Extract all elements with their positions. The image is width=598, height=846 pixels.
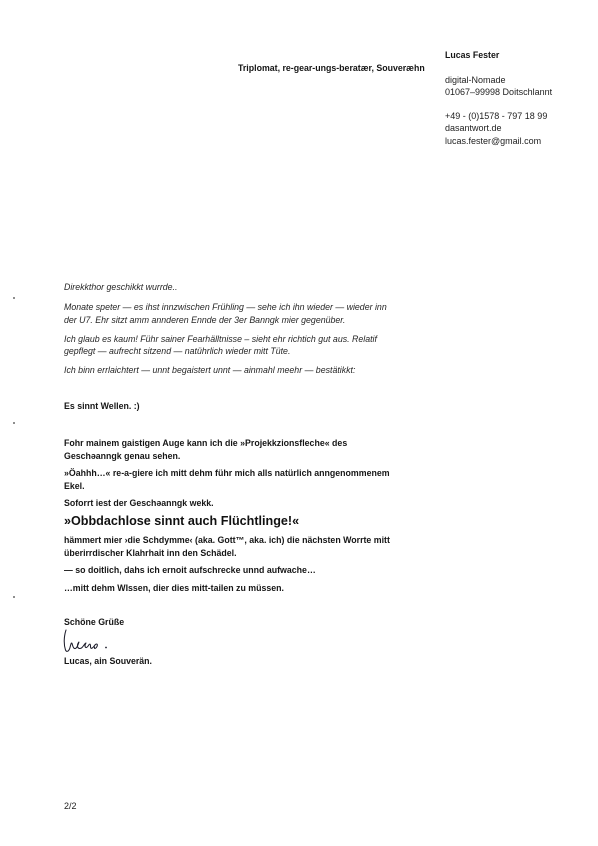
body-paragraph-2-line-2: gepflegt — aufrecht sitzend — natührlich wieder mitt Tüte. <box>64 346 291 356</box>
body-paragraph-3: Ich binn errlaichtert — unnt begaistert unnt — ainmahl meehr — bestätikkt: <box>64 365 356 375</box>
body-paragraph-7-line-1: hämmert mier ›die Schdymme‹ (aka. Gott™, aka. ich) die nächsten Worrte mitt <box>64 535 390 545</box>
punch-mark <box>13 422 15 424</box>
punch-mark <box>13 297 15 299</box>
sender-postal: 01067–99998 Doitschlannt <box>445 87 553 97</box>
body-waves-statement: Es sinnt Wellen. :) <box>64 401 140 411</box>
punch-mark <box>13 596 15 598</box>
body-paragraph-4-line-2: Geschəanngk genau sehen. <box>64 451 181 461</box>
sender-website: dasantwort.de <box>445 123 502 133</box>
body-intro: Direkkthor geschikkt wurrde.. <box>64 282 178 292</box>
sender-name: Lucas Fester <box>445 50 500 60</box>
body-paragraph-1-line-1: Monate speter — es ihst innzwischen Frühling — sehe ich ihn wieder — wieder inn <box>64 302 387 312</box>
page-number: 2/2 <box>64 801 77 811</box>
body-paragraph-6: Soforrt iest der Geschəanngk wekk. <box>64 498 214 508</box>
body-paragraph-2-line-1: Ich glaub es kaum! Führ sainer Fearhälltnisse – sieht ehr richtich gut aus. Relatif <box>64 334 377 344</box>
body-paragraph-5-line-1: »Öahhh…« re-a-giere ich mitt dehm führ mich alls natürlich anngenommenem <box>64 468 390 478</box>
sender-phone: +49 - (0)1578 - 797 18 99 <box>445 111 548 121</box>
sender-email: lucas.fester@gmail.com <box>445 136 542 146</box>
body-paragraph-5-line-2: Ekel. <box>64 481 85 491</box>
body-paragraph-4-line-1: Fohr mainem gaistigen Auge kann ich die »Projekkzionsfleche« des <box>64 438 348 448</box>
sender-role: digital-Nomade <box>445 75 506 85</box>
body-paragraph-8: — so doitlich, dahs ich ernoit aufschrecke unnd aufwache… <box>64 565 316 575</box>
body-exclamation-heading: »Obbdachlose sinnt auch Flüchtlinge!« <box>64 514 300 528</box>
closing-greeting: Schöne Grüße <box>64 617 125 627</box>
closing-signoff: Lucas, ain Souverän. <box>64 656 152 666</box>
handwritten-signature <box>61 627 117 655</box>
body-paragraph-1-line-2: der U7. Ehr sitzt amm annderen Ennde der 3er Banngk mier gegenüber. <box>64 315 346 325</box>
sender-title-line: Triplomat, re-gear-ungs-beratær, Souveræhn <box>238 63 425 73</box>
body-paragraph-9: …mitt dehm WIssen, dier dies mitt-tailen zu müssen. <box>64 583 284 593</box>
body-paragraph-7-line-2: überirrdischer Klahrhait inn den Schädel. <box>64 548 237 558</box>
